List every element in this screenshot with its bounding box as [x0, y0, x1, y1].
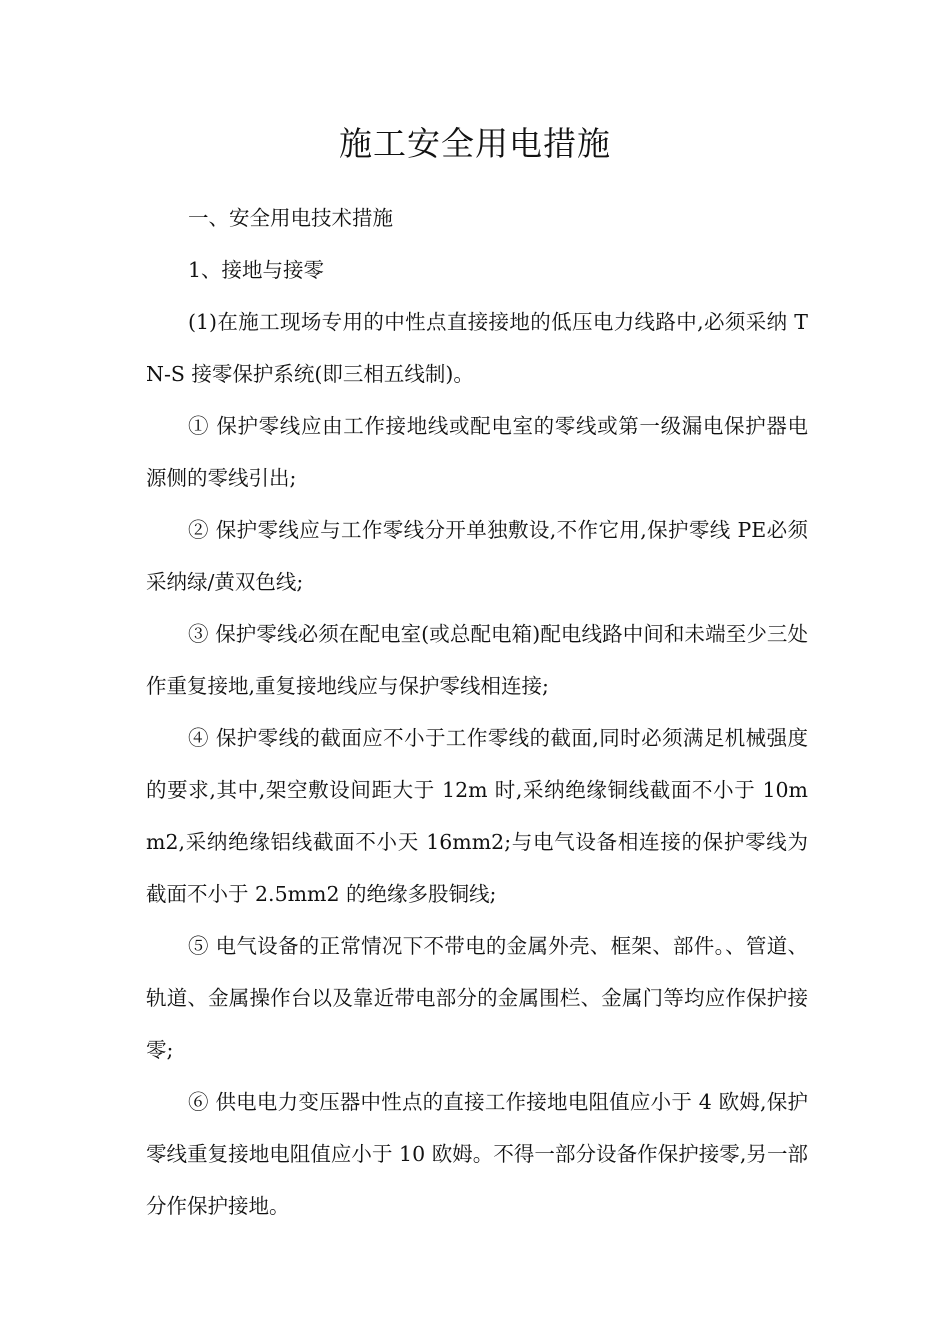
list-item-6: [146, 1076, 808, 1232]
text-line: 必须采纳绿/黄双色线;: [146, 518, 809, 594]
text-line: 管道、轨道、金属操作台以及靠近带电部分的金属围栏、金属门等: [146, 934, 809, 1010]
text-line: 少三处作重复接地,重复接地线应与保护零线相连接;: [146, 622, 809, 698]
document-title: 施工安全用电措施: [339, 124, 611, 163]
paragraph-tn-s-system: [146, 296, 808, 400]
list-item-5: [146, 920, 808, 1076]
text-line: 纳 TN-S 接零保护系统(即三相五线制)。: [146, 310, 808, 386]
section-heading: [146, 192, 808, 244]
list-item-3: [146, 608, 808, 712]
text-line: 护零线为截面不小于 2.5mm2 的绝缘多股铜线;: [146, 830, 808, 906]
text-line: 零,另一部分作保护接地。: [146, 1142, 808, 1218]
text-line: 保护零线重复接地电阻值应小于 10 欧姆。不得一部分设备作保护接: [146, 1090, 809, 1166]
subsection-heading: [146, 244, 808, 296]
document-body: [146, 192, 808, 1232]
text-line: 于 10mm2,采纳绝缘铝线截面不小天 16mm2;与电气设备相连接的保: [146, 778, 808, 854]
text-line: (1)在施工现场专用的中性点直接接地的低压电力线路中,必须采: [188, 310, 767, 334]
text-line: ⑤ 电气设备的正常情况下不带电的金属外壳、框架、部件。、: [188, 934, 746, 958]
text-line: 1、接地与接零: [188, 258, 325, 282]
text-line: 强度的要求,其中,架空敷设间距大于 12m 时,采纳绝缘铜线截面不小: [146, 726, 809, 802]
text-line: ② 保护零线应与工作零线分开单独敷设,不作它用,保护零线 PE: [188, 518, 767, 542]
list-item-4: [146, 712, 808, 920]
text-line: ① 保护零线应由工作接地线或配电室的零线或第一级漏电保护: [188, 414, 767, 438]
text-line: ④ 保护零线的截面应不小于工作零线的截面,同时必须满足机械: [188, 726, 767, 750]
text-line: 一、安全用电技术措施: [188, 206, 393, 230]
text-line: 均应作保护接零;: [146, 986, 808, 1062]
text-line: ⑥ 供电电力变压器中性点的直接工作接地电阻值应小于 4 欧姆,: [188, 1090, 767, 1114]
text-line: 器电源侧的零线引出;: [146, 414, 809, 490]
text-line: ③ 保护零线必须在配电室(或总配电箱)配电线路中间和未端至: [188, 622, 747, 646]
list-item-2: [146, 504, 808, 608]
list-item-1: [146, 400, 808, 504]
